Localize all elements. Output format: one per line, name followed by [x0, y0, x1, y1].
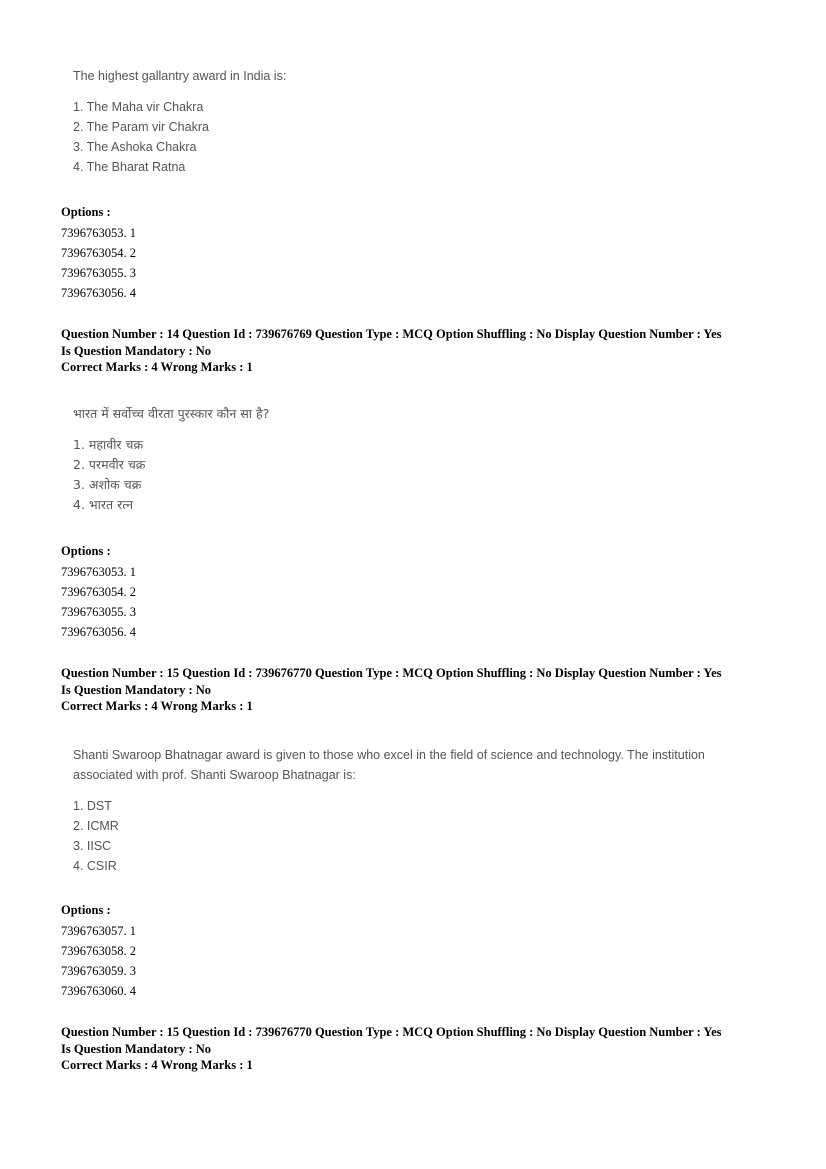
option-row: 7396763054. 2 — [61, 585, 136, 599]
question-text-line-2: associated with prof. Shanti Swaroop Bhatnagar is: — [73, 768, 356, 782]
option-row: 7396763058. 2 — [61, 944, 136, 958]
meta-line-3: Correct Marks : 4 Wrong Marks : 1 — [61, 699, 253, 713]
choice-3: 3. अशोक चक्र — [73, 477, 142, 492]
option-row: 7396763057. 1 — [61, 924, 136, 938]
meta-line-2: Is Question Mandatory : No — [61, 682, 212, 697]
question-13-image — [73, 66, 286, 177]
choice-3: 3. IISC — [73, 839, 112, 853]
meta-line-3: Correct Marks : 4 Wrong Marks : 1 — [61, 360, 253, 374]
choice-4: 4. भारत रत्न — [73, 497, 134, 512]
options-block-14 — [61, 542, 136, 642]
choice-4: 4. The Bharat Ratna — [73, 160, 186, 174]
options-label: Options : — [61, 544, 111, 558]
choice-1: 1. DST — [73, 799, 112, 813]
option-row: 7396763060. 4 — [61, 984, 136, 998]
option-row: 7396763056. 4 — [61, 625, 136, 639]
option-row: 7396763055. 3 — [61, 605, 136, 619]
question-14-meta — [61, 326, 781, 376]
choice-2: 2. The Param vir Chakra — [73, 120, 209, 134]
question-text: The highest gallantry award in India is: — [73, 69, 287, 83]
choice-2: 2. ICMR — [73, 819, 119, 833]
question-15-image — [73, 745, 705, 876]
option-row: 7396763053. 1 — [61, 226, 136, 240]
choice-1: 1. महावीर चक्र — [73, 437, 144, 452]
question-text-line-1: Shanti Swaroop Bhatnagar award is given to those who excel in the field of science and technology. The institution — [73, 748, 705, 762]
question-15-meta — [61, 665, 781, 715]
meta-line-3: Correct Marks : 4 Wrong Marks : 1 — [61, 1058, 253, 1072]
option-row: 7396763059. 3 — [61, 964, 136, 978]
choice-3: 3. The Ashoka Chakra — [73, 140, 197, 154]
options-label: Options : — [61, 205, 111, 219]
choice-2: 2. परमवीर चक्र — [73, 457, 146, 472]
option-row: 7396763054. 2 — [61, 246, 136, 260]
option-row: 7396763053. 1 — [61, 565, 136, 579]
question-text: भारत में सर्वोच्च वीरता पुरस्कार कौन सा है? — [73, 406, 270, 421]
options-block-15 — [61, 901, 136, 1001]
meta-line-1: Question Number : 15 Question Id : 739676770 Question Type : MCQ Option Shuffling : No Display Question Number : Yes — [61, 1025, 722, 1039]
option-row: 7396763056. 4 — [61, 286, 136, 300]
meta-line-1: Question Number : 15 Question Id : 739676770 Question Type : MCQ Option Shuffling : No Display Question Number : Yes — [61, 666, 722, 680]
question-15-repeat-meta — [61, 1024, 781, 1074]
meta-line-2: Is Question Mandatory : No — [61, 1041, 212, 1056]
meta-line-2: Is Question Mandatory : No — [61, 343, 212, 358]
choice-1: 1. The Maha vir Chakra — [73, 100, 204, 114]
choice-4: 4. CSIR — [73, 859, 117, 873]
option-row: 7396763055. 3 — [61, 266, 136, 280]
meta-line-1: Question Number : 14 Question Id : 739676769 Question Type : MCQ Option Shuffling : No Display Question Number : Yes — [61, 327, 722, 341]
question-14-image — [73, 404, 269, 515]
options-label: Options : — [61, 903, 111, 917]
options-block-13 — [61, 203, 136, 303]
